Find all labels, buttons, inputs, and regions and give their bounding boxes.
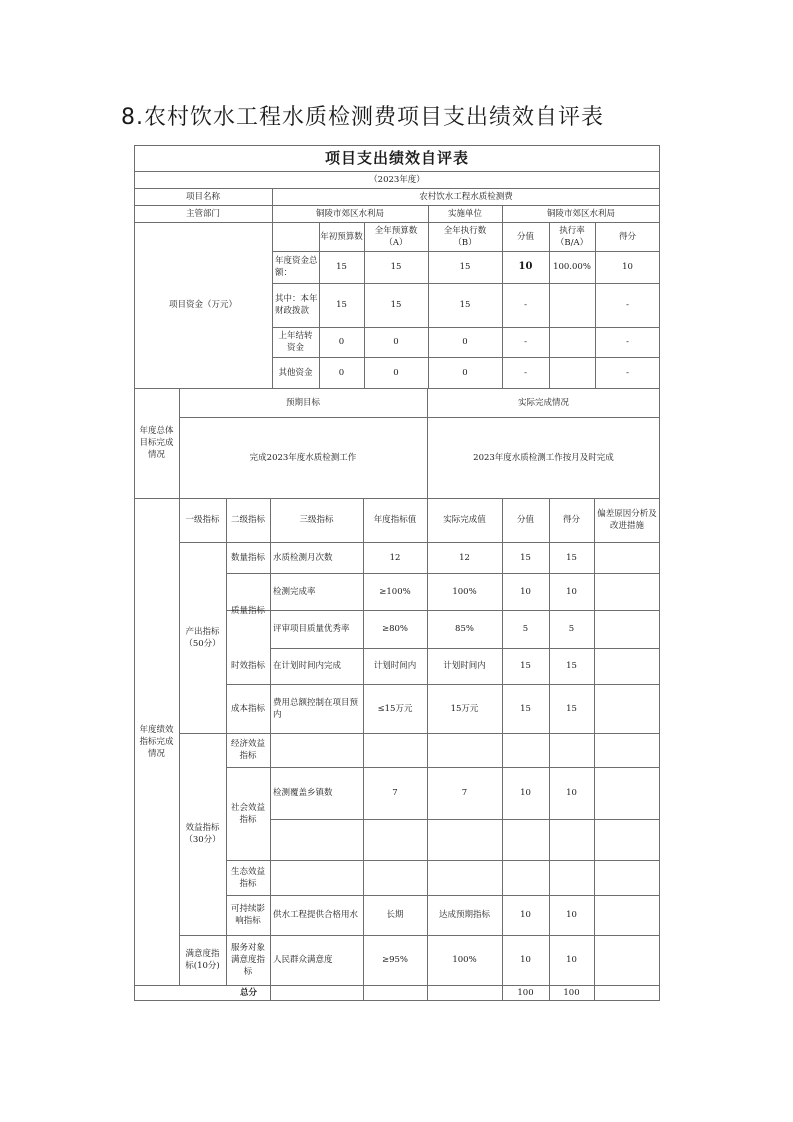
l2-quality: 质量指标 xyxy=(230,605,265,616)
funds-cell: 0 xyxy=(462,367,468,378)
funds-cell: 15 xyxy=(336,300,347,310)
score-value: 10 xyxy=(520,586,531,597)
target-value: ≤15万元 xyxy=(377,703,413,714)
actual-result-header: 实际完成情况 xyxy=(517,397,569,408)
funds-cell: 0 xyxy=(393,337,399,347)
score-value: 15 xyxy=(520,661,531,671)
target-value: ≥80% xyxy=(381,624,408,634)
funds-header-executed: 全年执行数（B） xyxy=(443,225,487,248)
score-value: 15 xyxy=(520,552,531,563)
funds-cell: 10 xyxy=(518,261,533,272)
total-label: 总分 xyxy=(239,987,257,998)
l2-economic: 经济效益指标 xyxy=(230,739,265,761)
score: 15 xyxy=(566,703,577,714)
perf-header-l3: 三级指标 xyxy=(299,515,334,525)
l2-service-satisfaction: 服务对象满意度指标 xyxy=(230,943,265,977)
funds-cell: - xyxy=(626,367,629,378)
performance-label: 年度绩效指标完成情况 xyxy=(139,724,174,759)
funds-cell: 15 xyxy=(390,300,402,310)
dept-value: 铜陵市郊区水利局 xyxy=(315,208,384,219)
funds-header-initial: 年初预算数 xyxy=(320,231,363,242)
score-value: 5 xyxy=(522,624,529,634)
funds-cell: 100.00% xyxy=(553,262,591,272)
funds-cell: - xyxy=(524,300,527,310)
funds-cell: 15 xyxy=(459,262,471,272)
expected-goal-header: 预期目标 xyxy=(285,397,320,408)
funds-cell xyxy=(549,327,595,357)
l3-indicator: 供水工程提供合格用水 xyxy=(273,910,359,920)
l2-timeliness: 时效指标 xyxy=(230,661,265,671)
funds-row-label: 年度资金总额： xyxy=(275,256,318,278)
total-score-value: 100 xyxy=(517,987,534,998)
output-indicator-label: 产出指标（50分） xyxy=(184,626,221,649)
l3-indicator: 水质检测月次数 xyxy=(273,552,333,563)
target-value: ≥100% xyxy=(379,586,411,597)
perf-header-actual: 实际完成值 xyxy=(443,515,486,525)
score: 5 xyxy=(568,624,575,634)
score: 15 xyxy=(566,661,577,671)
score-value: 10 xyxy=(520,788,531,798)
self-evaluation-table xyxy=(134,145,660,1001)
dept-label: 主管部门 xyxy=(185,208,220,219)
target-value: 长期 xyxy=(386,910,404,920)
target-value: 7 xyxy=(392,788,398,798)
l2-sustainable: 可持续影响指标 xyxy=(230,904,265,926)
impl-unit-label: 实施单位 xyxy=(447,208,482,219)
funds-cell: 0 xyxy=(338,337,345,347)
actual-value: 85% xyxy=(455,624,474,634)
funds-header-score-value: 分值 xyxy=(516,231,534,242)
funds-cell: 15 xyxy=(390,262,402,272)
score: 15 xyxy=(566,552,577,563)
funds-header-score: 得分 xyxy=(618,231,636,242)
funds-cell: 10 xyxy=(622,262,633,272)
funds-row-label: 其中：本年财政拨款 xyxy=(275,294,318,316)
impl-unit-value: 铜陵市郊区水利局 xyxy=(546,208,615,219)
funds-cell: - xyxy=(626,300,629,310)
table-year: （2023年度） xyxy=(369,174,425,185)
satisfaction-indicator-label: 满意度指标(10分) xyxy=(185,949,220,971)
funds-header-annual: 全年预算数（A） xyxy=(374,225,418,248)
funds-cell: - xyxy=(524,337,527,347)
l2-cost: 成本指标 xyxy=(230,703,265,714)
l3-indicator: 费用总额控制在项目预内 xyxy=(273,697,359,720)
funds-cell xyxy=(549,357,595,388)
project-name-value: 农村饮水工程水质检测费 xyxy=(419,191,513,202)
table-title: 项目支出绩效自评表 xyxy=(324,149,469,167)
l2-social: 社会效益指标 xyxy=(230,802,265,825)
l3-indicator: 在计划时间内完成 xyxy=(273,661,342,671)
actual-value: 100% xyxy=(452,586,477,597)
score-value: 10 xyxy=(520,910,531,920)
score-value: 10 xyxy=(520,955,531,965)
funds-cell: 0 xyxy=(338,367,345,378)
funds-cell: 0 xyxy=(393,367,399,378)
funds-cell: - xyxy=(524,367,527,378)
funds-label: 项目资金（万元） xyxy=(168,300,237,310)
page-heading: 8.农村饮水工程水质检测费项目支出绩效自评表 xyxy=(121,105,604,130)
perf-header-target: 年度指标值 xyxy=(373,515,417,525)
actual-value: 100% xyxy=(452,955,477,965)
perf-header-score-value: 分值 xyxy=(516,515,534,525)
total-score: 100 xyxy=(563,987,580,998)
l3-indicator: 人民群众满意度 xyxy=(273,955,333,965)
score: 10 xyxy=(566,955,577,965)
actual-value: 计划时间内 xyxy=(443,661,486,671)
l3-indicator: 检测完成率 xyxy=(273,586,316,597)
overall-goal-label: 年度总体目标完成情况 xyxy=(139,426,174,460)
actual-value: 7 xyxy=(461,788,468,798)
benefit-indicator-label: 效益指标（30分） xyxy=(184,823,221,845)
funds-cell: 15 xyxy=(336,262,347,272)
funds-cell: 0 xyxy=(462,337,468,347)
l3-indicator: 评审项目质量优秀率 xyxy=(273,624,350,634)
score: 10 xyxy=(566,586,577,597)
perf-header-deviation: 偏差原因分析及改进措施 xyxy=(597,509,657,531)
actual-value: 15万元 xyxy=(450,703,479,714)
actual-value: 达成预期指标 xyxy=(438,910,490,920)
score: 10 xyxy=(566,910,577,920)
perf-header-l2: 二级指标 xyxy=(230,515,265,525)
l2-quantity: 数量指标 xyxy=(230,552,265,563)
score-value: 15 xyxy=(520,703,531,714)
funds-header-rate: 执行率（B/A） xyxy=(555,225,589,248)
funds-cell xyxy=(549,283,595,327)
funds-cell: 15 xyxy=(459,300,471,310)
actual-result-text: 2023年度水质检测工作按月及时完成 xyxy=(473,452,614,463)
funds-cell: - xyxy=(626,337,629,347)
target-value: ≥95% xyxy=(381,955,408,965)
project-name-label: 项目名称 xyxy=(185,191,220,202)
perf-header-l1: 一级指标 xyxy=(185,515,220,525)
target-value: 计划时间内 xyxy=(373,661,417,671)
expected-goal-text: 完成2023年度水质检测工作 xyxy=(249,452,357,463)
l3-indicator: 检测覆盖乡镇数 xyxy=(273,788,333,798)
perf-header-score: 得分 xyxy=(562,515,580,525)
funds-row-label: 上年结转资金 xyxy=(278,331,313,353)
funds-row-label: 其他资金 xyxy=(278,367,313,378)
actual-value: 12 xyxy=(459,552,470,563)
score: 10 xyxy=(566,788,577,798)
l2-ecological: 生态效益指标 xyxy=(230,866,265,889)
target-value: 12 xyxy=(389,552,401,563)
